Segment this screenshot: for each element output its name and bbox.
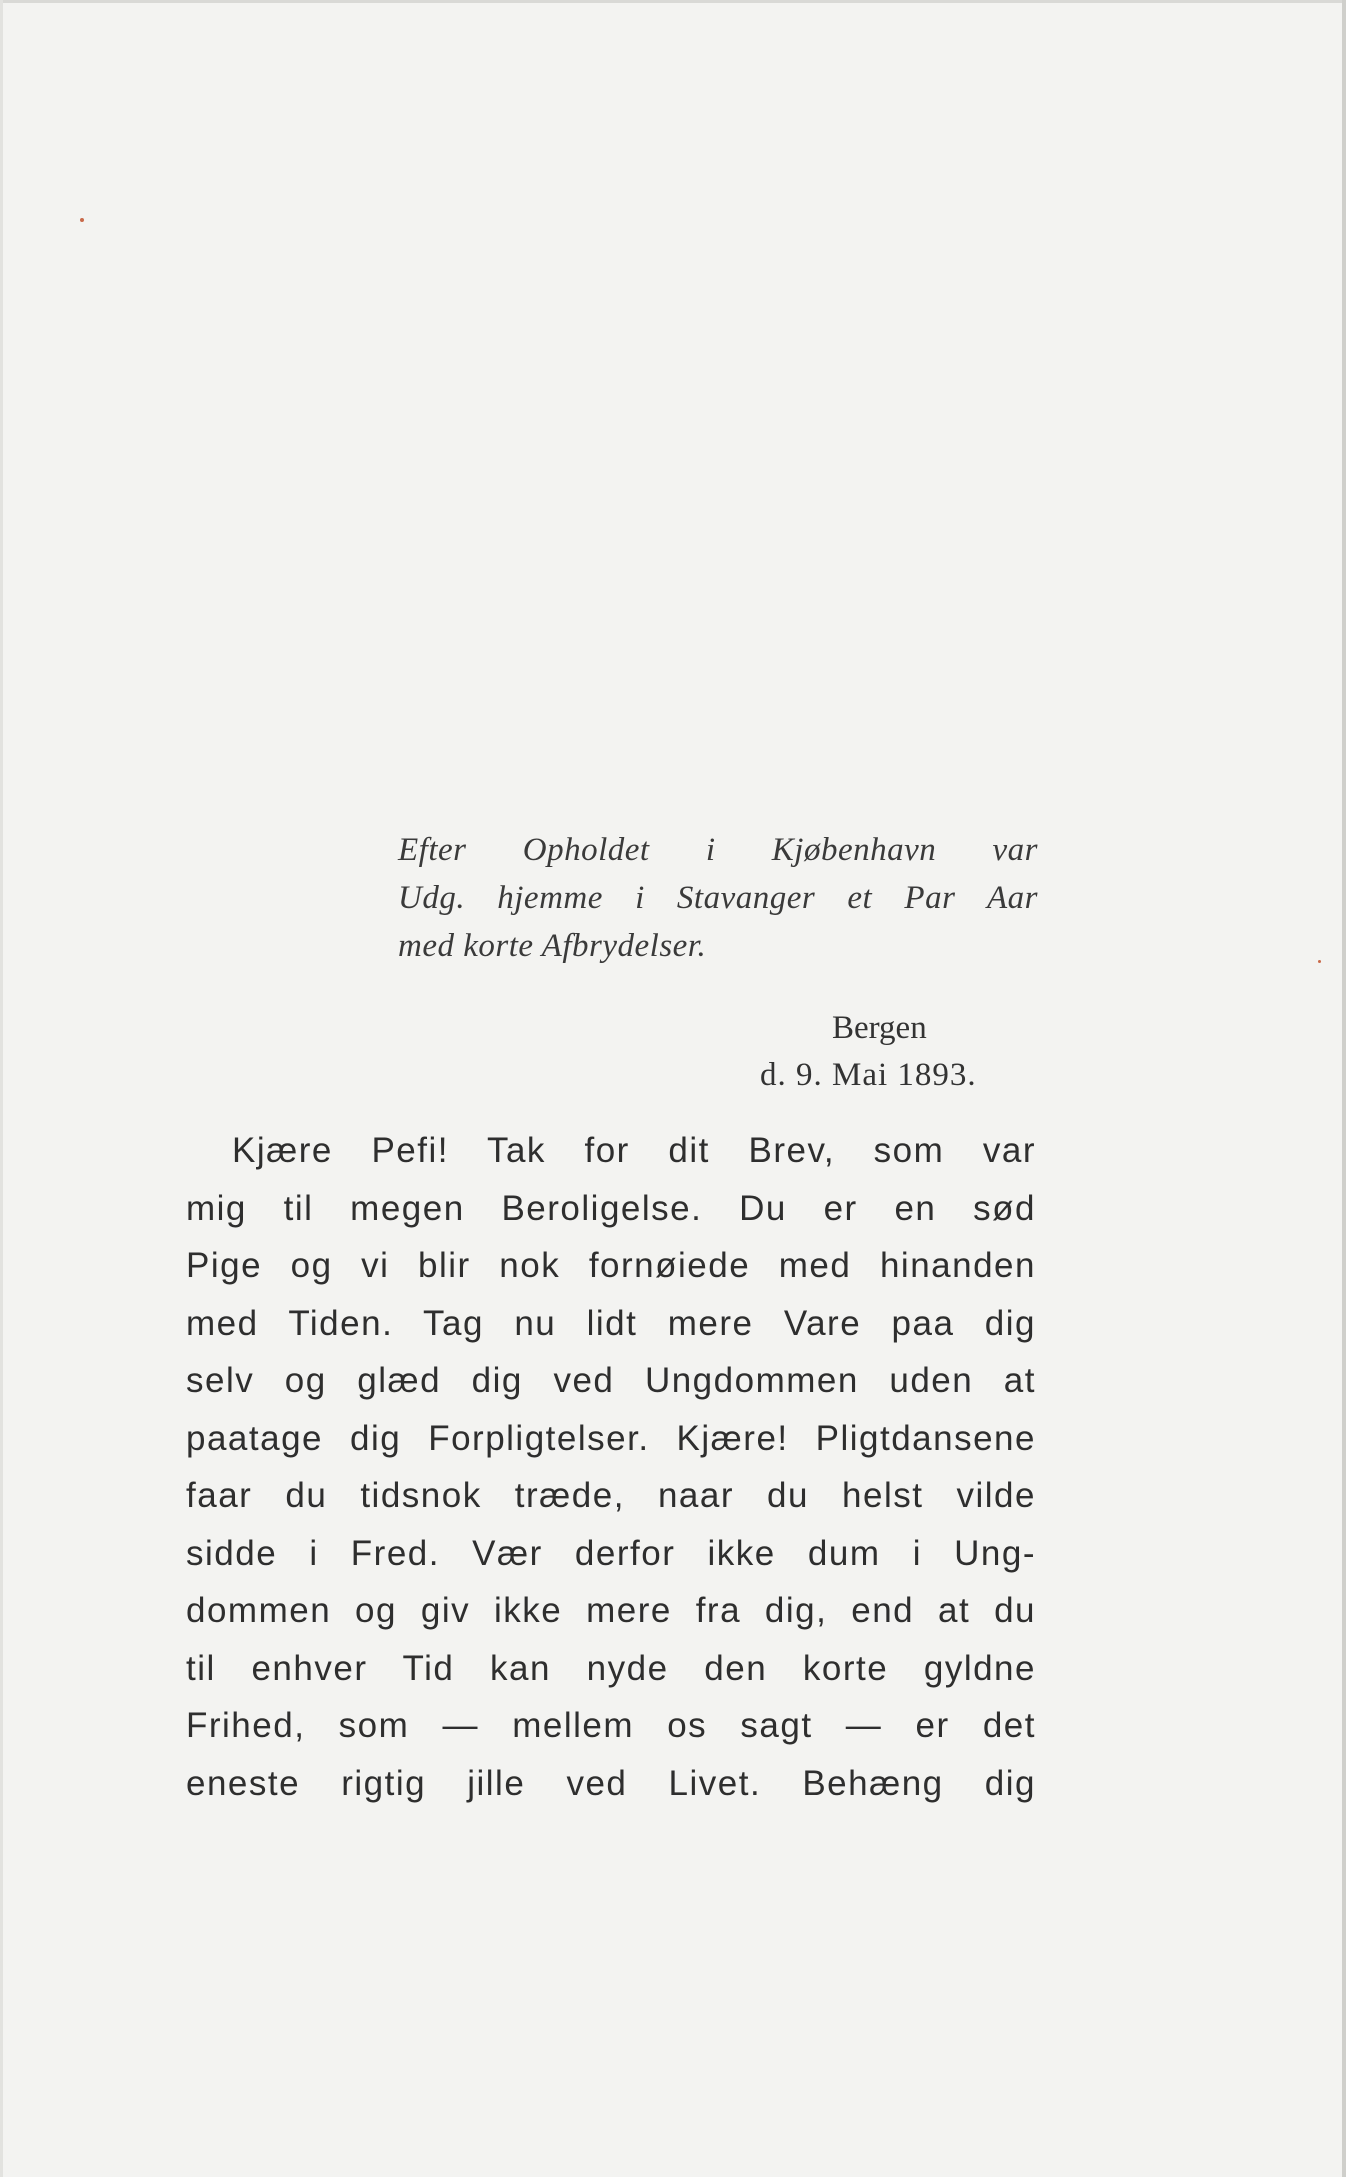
paper-speck bbox=[80, 218, 84, 222]
paper-speck bbox=[1318, 960, 1321, 963]
page-edge-right bbox=[1342, 0, 1346, 2177]
letter-body-line: mig til megen Beroligelse. Du er en sød bbox=[186, 1188, 1036, 1228]
editor-note-line: Udg. hjemme i Stavanger et Par Aar bbox=[398, 880, 1038, 916]
editor-note bbox=[398, 826, 1038, 970]
letter-body-line: Frihed, som — mellem os sagt — er det bbox=[186, 1706, 1036, 1745]
letter-body-line: dommen og giv ikke mere fra dig, end at du bbox=[186, 1591, 1036, 1630]
letter-place: Bergen bbox=[832, 1010, 927, 1046]
page-edge-top bbox=[0, 0, 1346, 3]
letter-body-line: Pige og vi blir nok fornøiede med hinanden bbox=[186, 1246, 1036, 1285]
editor-note-line: Efter Opholdet i Kjøbenhavn var bbox=[398, 832, 1038, 868]
letter-body-line: selv og glæd dig ved Ungdommen uden at bbox=[186, 1361, 1036, 1400]
letter-body-line: med Tiden. Tag nu lidt mere Vare paa dig bbox=[186, 1303, 1036, 1343]
letter-body-line: faar du tidsnok træde, naar du helst vilde bbox=[186, 1476, 1036, 1515]
letter-body-line: paatage dig Forpligtelser. Kjære! Pligtdansene bbox=[186, 1418, 1036, 1458]
letter-body bbox=[186, 1122, 1036, 1812]
letter-body-line: sidde i Fred. Vær derfor ikke dum i Ung- bbox=[186, 1533, 1036, 1573]
page-edge-left bbox=[0, 0, 3, 2177]
letter-body-line: Kjære Pefi! Tak for dit Brev, som var bbox=[232, 1131, 1036, 1170]
letter-body-line: til enhver Tid kan nyde den korte gyldne bbox=[186, 1648, 1036, 1688]
editor-note-line: med korte Afbrydelser. bbox=[398, 928, 707, 964]
letter-body-line: eneste rigtig jille ved Livet. Behæng dig bbox=[186, 1763, 1036, 1803]
letter-date: d. 9. Mai 1893. bbox=[760, 1057, 977, 1093]
